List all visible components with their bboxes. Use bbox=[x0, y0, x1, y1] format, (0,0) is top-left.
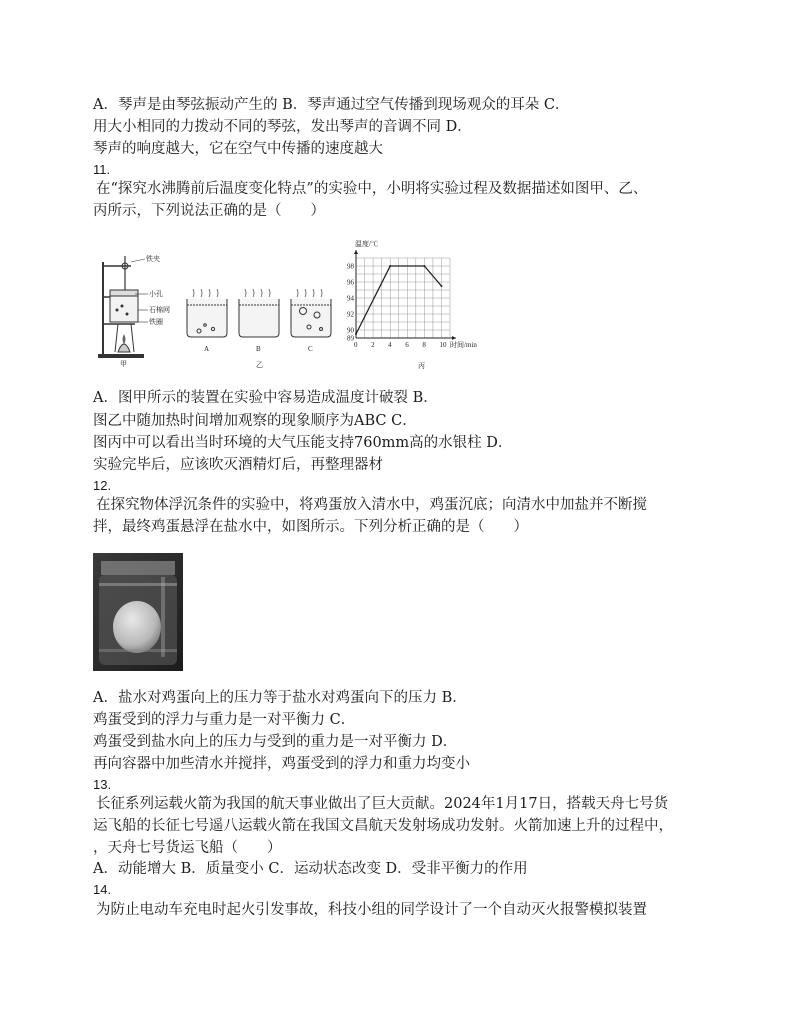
label-beaker-a: A bbox=[204, 345, 210, 353]
q11-option-line-2: 图乙中随加热时间增加观察的现象顺序为ABC C． bbox=[93, 413, 417, 429]
figure-yi-beakers bbox=[185, 285, 335, 370]
q12-option-line-3: 鸡蛋受到盐水向上的压力与受到的重力是一对平衡力 D． bbox=[93, 734, 458, 750]
y-tick-label: 96 bbox=[347, 278, 354, 287]
x-tick-label: 2 bbox=[371, 341, 375, 349]
q10-line-1: A．琴声是由琴弦振动产生的 B．琴声通过空气传播到现场观众的耳朵 C． bbox=[93, 97, 570, 113]
x-axis-arrow bbox=[452, 336, 456, 340]
q11-option-line-1: A．图甲所示的装置在实验中容易造成温度计破裂 B． bbox=[93, 390, 438, 406]
q12-option-line-4: 再向容器中加些清水并搅拌，鸡蛋受到的浮力和重力均变小 bbox=[93, 756, 470, 772]
figure-bing-chart bbox=[338, 238, 506, 372]
q10-line-2: 用大小相同的力拨动不同的琴弦，发出琴声的音调不同 D． bbox=[93, 119, 472, 135]
q13-number: 13. bbox=[93, 777, 112, 792]
label-clip: 铁夹 bbox=[146, 255, 160, 263]
label-jia: 甲 bbox=[120, 360, 127, 368]
label-beaker-c: C bbox=[308, 345, 313, 353]
q11-option-line-4: 实验完毕后，应该吹灭酒精灯后，再整理器材 bbox=[93, 457, 383, 473]
x-tick-label: 10 bbox=[439, 341, 447, 349]
x-tick-label: 0 bbox=[354, 341, 358, 349]
beaker-c bbox=[291, 289, 331, 337]
egg-in-saltwater-photo bbox=[93, 553, 183, 671]
q12-option-line-1: A．盐水对鸡蛋向上的压力等于盐水对鸡蛋向下的压力 B． bbox=[93, 690, 467, 706]
q13-options: A．动能增大 B．质量变小 C．运动状态改变 D．受非平衡力的作用 bbox=[93, 861, 528, 877]
q14-number: 14. bbox=[93, 882, 112, 897]
y-tick-label: 90 bbox=[347, 326, 354, 335]
q11-stem-1: 在“探究水沸腾前后温度变化特点”的实验中，小明将实验过程及数据描述如图甲、乙、 bbox=[96, 181, 648, 197]
x-tick-label: 4 bbox=[388, 341, 392, 349]
q12-number: 12. bbox=[93, 478, 112, 493]
q13-stem-2: 运飞船的长征七号遥八运载火箭在我国文昌航天发射场成功发射。火箭加速上升的过程中， bbox=[93, 818, 673, 834]
q11-option-line-3: 图丙中可以看出当时环境的大气压能支持760mm高的水银柱 D． bbox=[93, 435, 513, 451]
label-ring: 铁圈 bbox=[149, 318, 163, 326]
data-point bbox=[440, 285, 442, 287]
y-axis-arrow bbox=[354, 250, 358, 254]
figure-jia-apparatus bbox=[93, 252, 175, 368]
y-tick-label: 94 bbox=[347, 294, 354, 303]
q10-line-3: 琴声的响度越大，它在空气中传播的速度越大 bbox=[93, 141, 383, 157]
label-bing: 丙 bbox=[418, 362, 425, 370]
y-tick-label: 92 bbox=[347, 310, 354, 319]
y-tick-label: 89 bbox=[347, 334, 354, 343]
x-tick-label: 6 bbox=[405, 341, 409, 349]
chart-xlabel: 时间/min bbox=[450, 341, 477, 349]
data-point bbox=[355, 333, 357, 335]
q13-stem-1: 长征系列运载火箭为我国的航天事业做出了巨大贡献。2024年1月17日，搭载天舟七号货 bbox=[96, 796, 669, 812]
q11-number: 11. bbox=[93, 162, 111, 177]
beaker-a bbox=[187, 289, 227, 337]
label-yi: 乙 bbox=[256, 361, 263, 369]
q11-stem-2: 丙所示，下列说法正确的是（ ） bbox=[93, 203, 325, 219]
q12-stem-2: 拌，最终鸡蛋悬浮在盐水中，如图所示。下列分析正确的是（ ） bbox=[93, 519, 528, 535]
x-tick-label: 8 bbox=[422, 341, 426, 349]
label-asbestos: 石棉网 bbox=[149, 306, 170, 314]
q12-option-line-2: 鸡蛋受到的浮力与重力是一对平衡力 C． bbox=[93, 712, 356, 728]
data-point bbox=[389, 265, 391, 267]
y-tick-label: 98 bbox=[347, 262, 354, 271]
beaker-b bbox=[239, 289, 279, 337]
q12-stem-1: 在探究物体浮沉条件的实验中，将鸡蛋放入清水中，鸡蛋沉底；向清水中加盐并不断搅 bbox=[96, 497, 647, 513]
q13-stem-3: ，天舟七号货运飞船（ ） bbox=[93, 840, 282, 856]
label-hole: 小孔 bbox=[149, 290, 163, 298]
q14-stem: 为防止电动车充电时起火引发事故，科技小组的同学设计了一个自动灭火报警模拟装置 bbox=[96, 902, 647, 918]
data-point bbox=[423, 265, 425, 267]
label-beaker-b: B bbox=[256, 345, 261, 353]
chart-ylabel: 温度/℃ bbox=[355, 240, 378, 248]
